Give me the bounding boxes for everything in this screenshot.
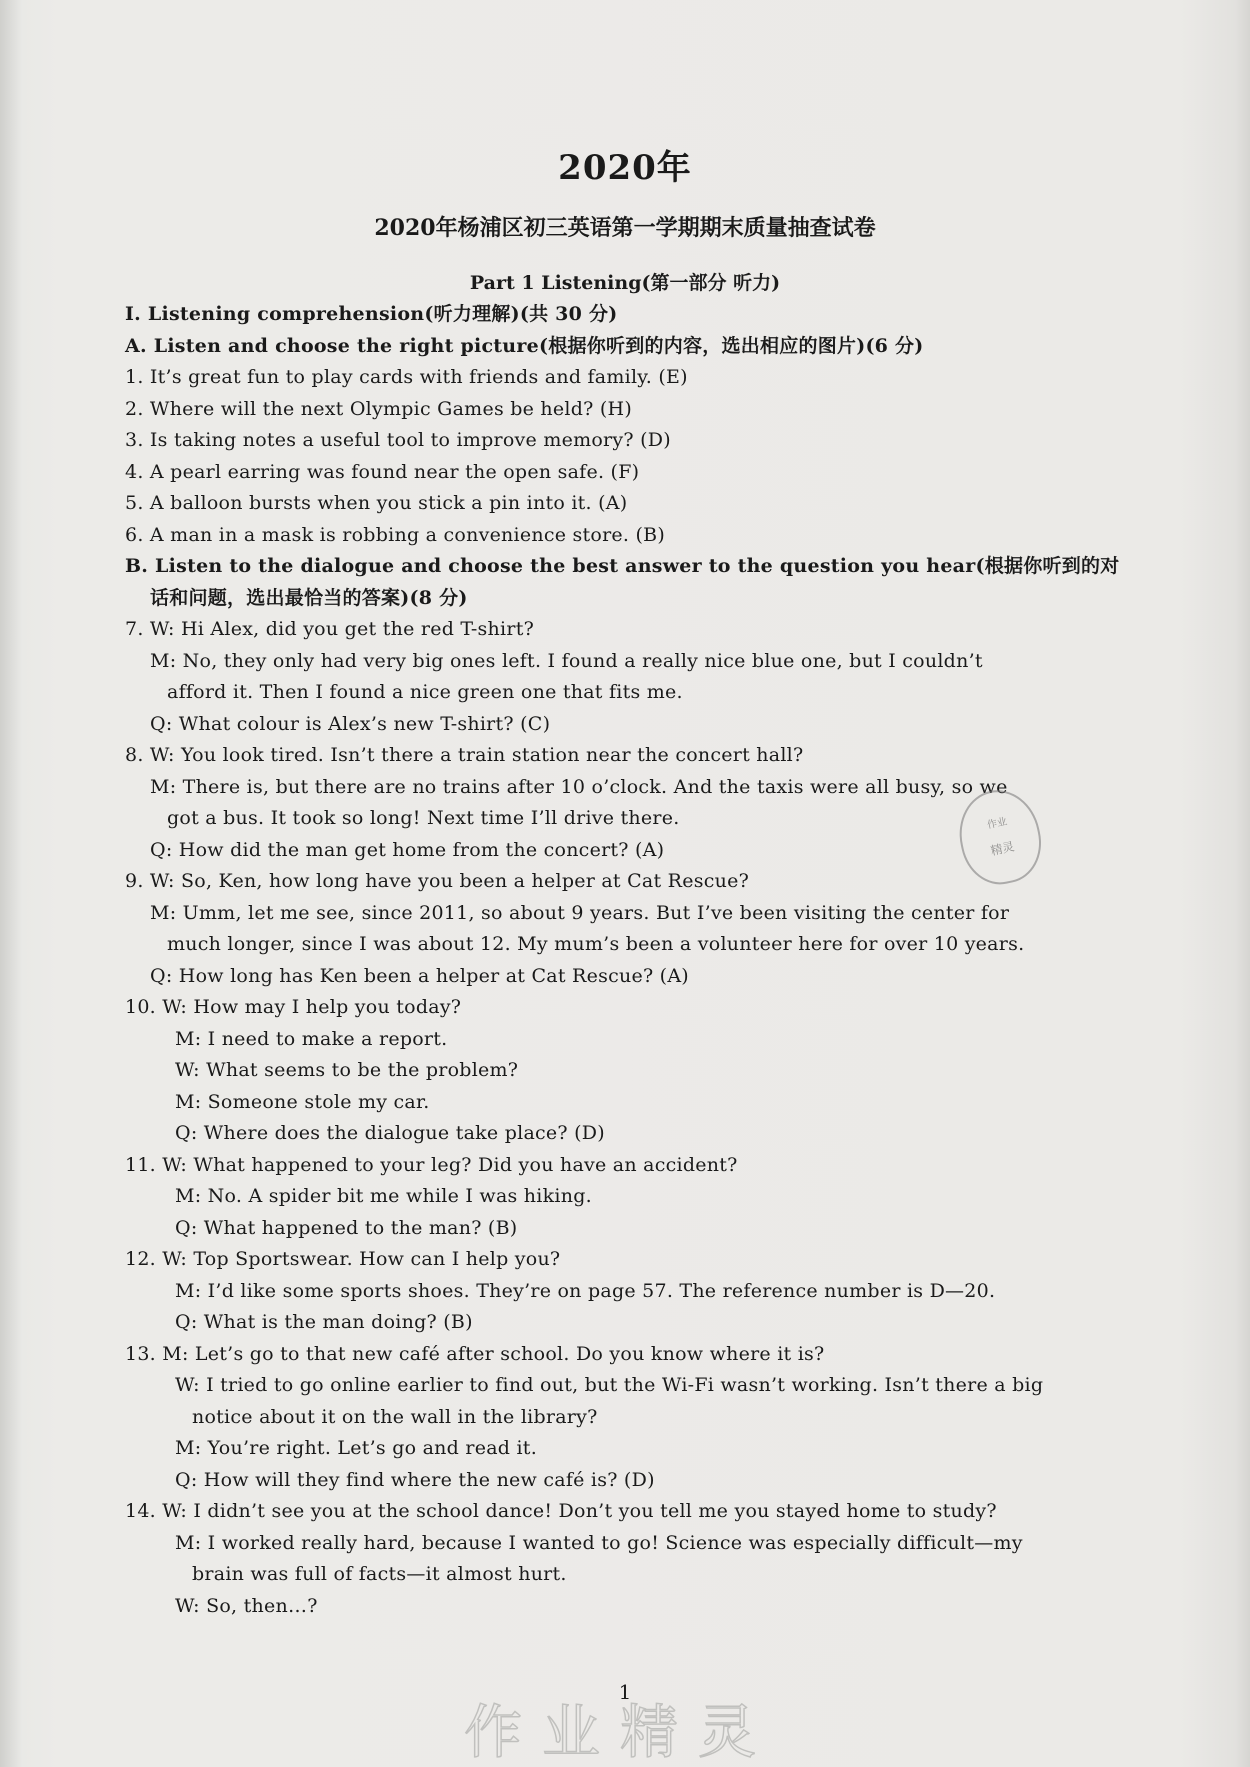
text-line: Q: What happened to the man? (B) bbox=[175, 1216, 518, 1239]
text-line: 8. W: You look tired. Isn’t there a train station near the concert hall? bbox=[125, 744, 804, 766]
text-line: M: No. A spider bit me while I was hiking. bbox=[175, 1185, 592, 1207]
text-line: 12. W: Top Sportswear. How can I help you? bbox=[125, 1248, 561, 1270]
text-line: got a bus. It took so long! Next time I’ll drive there. bbox=[167, 807, 680, 829]
text-line: Q: How did the man get home from the concert? (A) bbox=[150, 838, 665, 861]
watermark-logo-text: 作业精灵 bbox=[463, 1700, 777, 1760]
watermark-logo bbox=[340, 1700, 900, 1760]
text-line: 1. It’s great fun to play cards with friends and family. (E) bbox=[125, 366, 688, 388]
text-line: W: I tried to go online earlier to find out, but the Wi-Fi wasn’t working. Isn’t there a big bbox=[175, 1374, 1044, 1396]
text-line: 2. Where will the next Olympic Games be held? (H) bbox=[125, 397, 633, 420]
text-line: 4. A pearl earring was found near the open safe. (F) bbox=[125, 460, 640, 483]
text-line: Q: What is the man doing? (B) bbox=[175, 1311, 473, 1333]
text-line: 6. A man in a mask is robbing a convenience store. (B) bbox=[125, 523, 666, 546]
text-line: W: What seems to be the problem? bbox=[175, 1059, 519, 1081]
text-line: 7. W: Hi Alex, did you get the red T-shirt? bbox=[125, 618, 535, 640]
text-line: notice about it on the wall in the library? bbox=[192, 1405, 598, 1428]
text-line: M: You’re right. Let’s go and read it. bbox=[175, 1437, 537, 1459]
text-line: 话和问题，选出最恰当的答案)(8 分) bbox=[150, 586, 468, 609]
text-line: Q: How long has Ken been a helper at Cat Rescue? (A) bbox=[150, 964, 689, 987]
text-line: 11. W: What happened to your leg? Did you have an accident? bbox=[125, 1153, 738, 1176]
text-line: Q: Where does the dialogue take place? (D) bbox=[175, 1122, 605, 1144]
text-line: much longer, since I was about 12. My mum’s been a volunteer here for over 10 years. bbox=[167, 933, 1025, 955]
text-line: M: There is, but there are no trains after 10 o’clock. And the taxis were all busy, so we bbox=[150, 775, 1008, 798]
text-line: afford it. Then I found a nice green one that fits me. bbox=[167, 681, 683, 703]
text-line: Ⅰ. Listening comprehension(听力理解)(共 30 分) bbox=[125, 303, 618, 325]
text-line: M: I need to make a report. bbox=[175, 1027, 448, 1050]
stamp-text-top: 作业 bbox=[986, 816, 1009, 832]
text-line: 10. W: How may I help you today? bbox=[125, 996, 462, 1018]
text-line: 9. W: So, Ken, how long have you been a helper at Cat Rescue? bbox=[125, 870, 750, 892]
page-number: 1 bbox=[618, 1680, 632, 1704]
text-line: 13. M: Let’s go to that new café after school. Do you know where it is? bbox=[125, 1342, 825, 1365]
year-heading: 2020年 bbox=[558, 148, 692, 188]
text-line: Q: How will they find where the new café is? (D) bbox=[175, 1468, 655, 1491]
text-line: M: Umm, let me see, since 2011, so about 9 years. But I’ve been visiting the center for bbox=[150, 901, 1010, 924]
text-line: 3. Is taking notes a useful tool to improve memory? (D) bbox=[125, 429, 671, 451]
text-line: W: So, then…? bbox=[175, 1594, 318, 1617]
text-line: brain was full of facts—it almost hurt. bbox=[192, 1563, 567, 1585]
exam-title: 2020年杨浦区初三英语第一学期期末质量抽查试卷 bbox=[374, 215, 876, 241]
text-line: M: Someone stole my car. bbox=[175, 1090, 430, 1113]
text-line: 5. A balloon bursts when you stick a pin into it. (A) bbox=[125, 492, 628, 514]
text-line: Q: What colour is Alex’s new T-shirt? (C) bbox=[150, 712, 551, 735]
stamp-text-bottom: 精灵 bbox=[989, 839, 1016, 859]
text-line: M: I’d like some sports shoes. They’re on page 57. The reference number is D—20. bbox=[175, 1279, 996, 1302]
text-line: 14. W: I didn’t see you at the school dance! Don’t you tell me you stayed home to study? bbox=[125, 1500, 997, 1522]
text-line: M: I worked really hard, because I wanted to go! Science was especially difficult—my bbox=[175, 1531, 1023, 1554]
text-line: A. Listen and choose the right picture(根据你听到的内容，选出相应的图片)(6 分) bbox=[125, 334, 924, 357]
text-line: M: No, they only had very big ones left. I found a really nice blue one, but I couldn’t bbox=[150, 649, 983, 672]
text-line: B. Listen to the dialogue and choose the best answer to the question you hear(根据你听到的对 bbox=[125, 555, 1120, 577]
part-heading: Part 1 Listening(第一部分 听力) bbox=[469, 272, 781, 294]
